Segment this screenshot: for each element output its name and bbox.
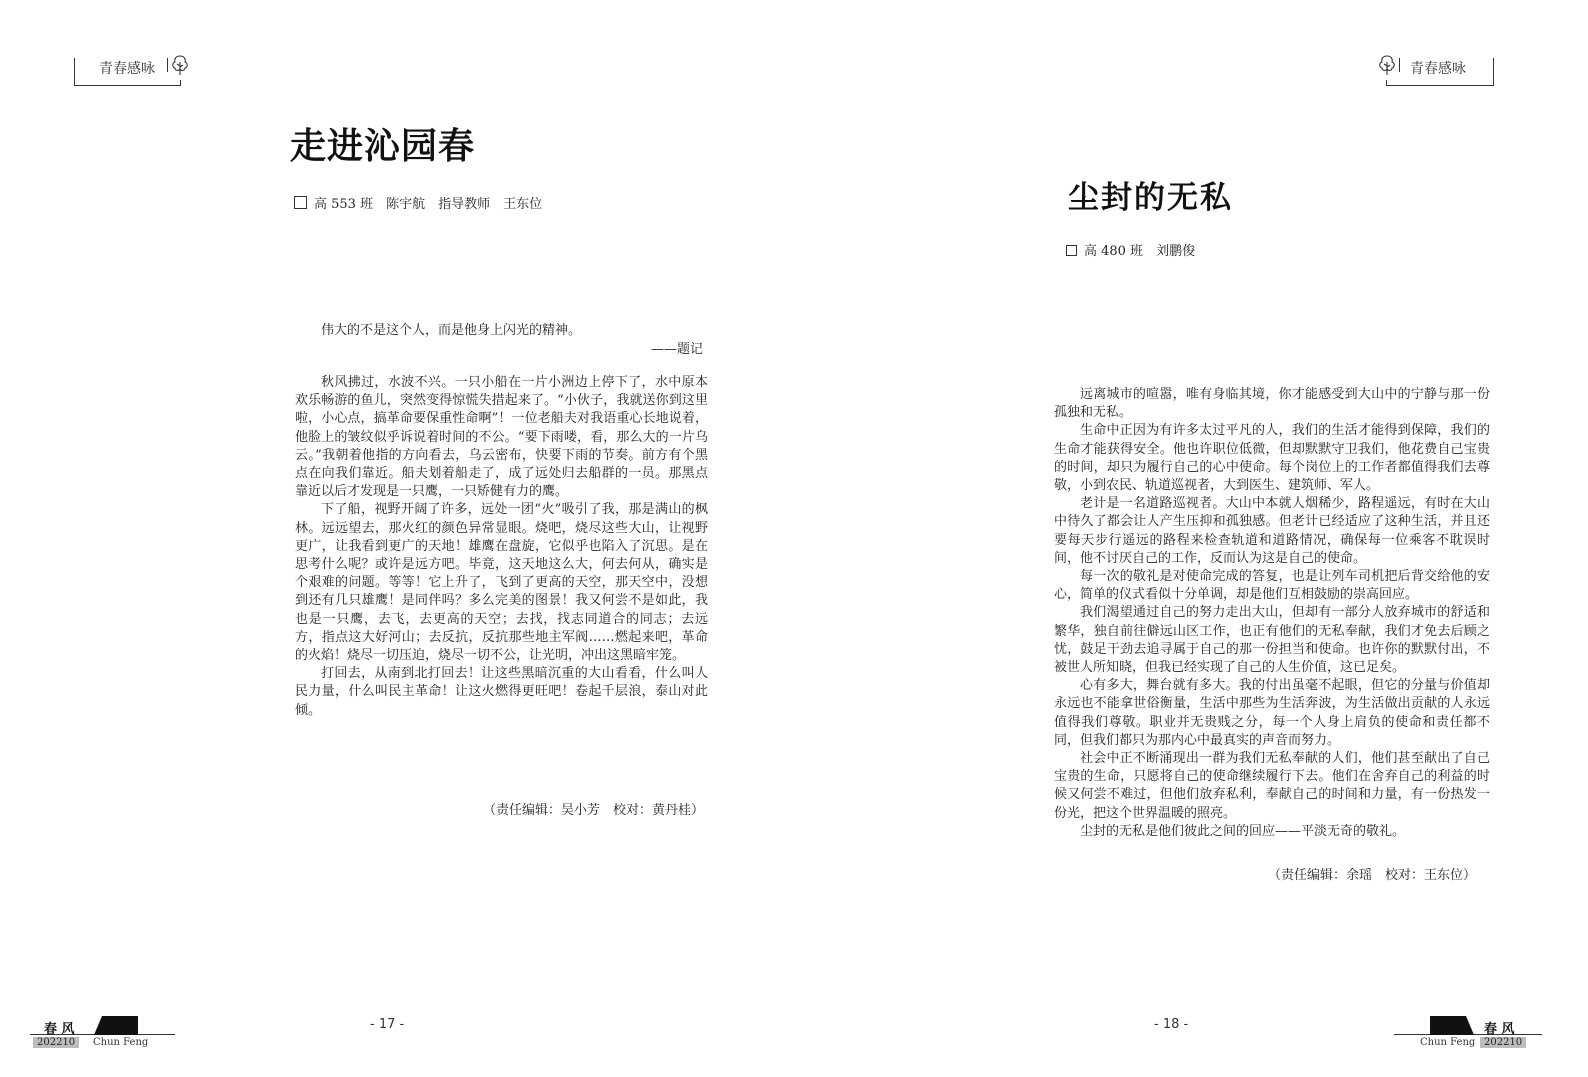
page-number: - 18 -: [1154, 1017, 1189, 1032]
editor-credit: （责任编辑：余瑶 校对：王东位）: [1268, 868, 1477, 883]
paragraph: 秋风拂过，水波不兴。一只小船在一片小洲边上停下了，水中原本欢乐畅游的鱼儿，突然变得惊慌失措起来了。“小伙子，我就送你到这里啦，小心点，搞革命要保重性命啊”！一位老船夫对我语重心长地说着，他脸上的皱纹似乎诉说着时间的不公。“要下雨喽，看，那么大的一片乌云。”我朝着他指的方向看去，乌云密布，快要下雨的节奏。前方有个黑点在向我们靠近。船夫划着船走了，成了远处归去船群的一员。那黑点靠近以后才发现是一只鹰，一只矫健有力的鹰。: [295, 375, 708, 500]
motto-signature: ——题记: [651, 342, 704, 357]
paragraph: 下了船，视野开阔了许多，远处一团“火”吸引了我，那是满山的枫林。远远望去，那火红的颜色异常显眼。烧吧，烧尽这些大山，让视野更广，让我看到更广的天地！雄鹰在盘旋，它似乎也陷入了沉思。是在思考什么呢？或许是远方吧。毕竟，这天地这么大，何去何从，确实是个艰难的问题。等等！它上升了，飞到了更高的天空，那天空中，没想到还有几只雄鹰！是同伴吗？多么完美的图景！我又何尝不是如此，我也是一只鹰，去飞，去更高的天空；去找，找志同道合的同志；去远方，指点这大好河山；去反抗，反抗那些地主军阀……燃起来吧，革命的火焰！烧尽一切压迫，烧尽一切不公，让光明，冲出这黑暗牢笼。: [295, 502, 708, 664]
paragraph: 我们渴望通过自己的努力走出大山，但却有一部分人放弃城市的舒适和繁华，独自前往僻远山区工作，也正有他们的无私奉献，我们才免去后顾之忧，鼓足干劲去追寻属于自己的那一份担当和使命。也许你的默默付出，不被世人所知晓，但我已经实现了自己的人生价值，这已足矣。: [1054, 605, 1490, 676]
byline-box-icon: [294, 196, 307, 209]
header-bracket-vertical: [1493, 58, 1494, 86]
article-title: 走进沁园春: [290, 126, 476, 167]
header-bracket-bottom: [1386, 85, 1494, 86]
header-bracket-bottom: [74, 85, 181, 86]
tree-icon: [1378, 54, 1396, 80]
paragraph: 社会中正不断涌现出一群为我们无私奉献的人们，他们甚至献出了自己宝贵的生命，只愿将自己的使命继续履行下去。他们在舍弃自己的利益的时候又何尝不难过，但他们放弃私利，奉献自己的时间和力量，有一份热发一份光，把这个世界温暖的照亮。: [1054, 751, 1490, 821]
page-number: - 17 -: [370, 1017, 405, 1032]
footer-magazine-en: Chun Feng: [93, 1037, 149, 1048]
footer-issue: 202210: [1480, 1037, 1526, 1048]
header-bracket-vertical: [74, 58, 75, 86]
paragraph: 每一次的敬礼是对使命完成的答复，也是让列车司机把后背交给他的安心，简单的仪式看似十分单调，却是他们互相鼓励的崇高回应。: [1054, 569, 1490, 603]
byline-text: 高 553 班 陈宇航 指导教师 王东位: [314, 197, 543, 212]
editor-credit: （责任编辑：吴小芳 校对：黄丹桂）: [483, 803, 705, 818]
header-bracket-tick: [180, 80, 181, 86]
paragraph: 远离城市的喧嚣，唯有身临其境，你才能感受到大山中的宁静与那一份孤独和无私。: [1054, 387, 1490, 421]
article-body: [295, 374, 708, 720]
paragraph: 心有多大，舞台就有多大。我的付出虽毫不起眼，但它的分量与价值却永远也不能拿世俗衡量，生活中那些为生活奔波，为生活做出贡献的人永远值得我们尊敬。职业并无贵贱之分，每一个人身上肩负的使命和责任都不同，但我们都只为那内心中最真实的声音而努力。: [1054, 678, 1490, 748]
byline: [294, 193, 542, 212]
section-header-right: [1378, 54, 1498, 84]
tree-icon: [171, 54, 189, 80]
footer-block: [1430, 1016, 1474, 1035]
paragraph: 尘封的无私是他们彼此之间的回应——平淡无奇的敬礼。: [1080, 823, 1406, 839]
header-label: 青春感咏: [1410, 61, 1466, 77]
paragraph: 老计是一名道路巡视者。大山中本就人烟稀少，路程遥远，有时在大山中待久了都会让人产生压抑和孤独感。但老计已经适应了这种生活，并且还要每天步行遥远的路程来检查轨道和道路情况，确保每一位乘客不耽误时间，他不讨厌自己的工作，反而认为这是自己的使命。: [1054, 496, 1490, 566]
byline: [1066, 240, 1195, 259]
footer-issue: 202210: [33, 1037, 79, 1048]
header-bracket-tick: [1386, 80, 1387, 86]
footer-magazine-name: 春 风: [1484, 1022, 1515, 1037]
byline-text: 高 480 班 刘鹏俊: [1084, 244, 1196, 259]
footer-magazine-name: 春 风: [44, 1022, 75, 1037]
paragraph: 打回去，从南到北打回去！让这些黑暗沉重的大山看看，什么叫人民力量，什么叫民主革命！让这火燃得更旺吧！卷起千层浪，泰山对此倾。: [295, 666, 708, 718]
header-divider: [167, 58, 168, 72]
section-header-left: [74, 54, 194, 84]
article-body: [1054, 386, 1490, 841]
footer-block: [94, 1016, 138, 1035]
footer-magazine-en: Chun Feng: [1420, 1037, 1476, 1048]
article-title: 尘封的无私: [1068, 180, 1233, 216]
header-divider: [1399, 58, 1400, 72]
header-label: 青春感咏: [99, 61, 155, 77]
byline-box-icon: [1066, 245, 1077, 256]
paragraph: 生命中正因为有许多太过平凡的人，我们的生活才能得到保障，我们的生命才能获得安全。他也许职位低微，但却默默守卫我们，他花费自己宝贵的时间，却只为履行自己的心中使命。每个岗位上的工作者都值得我们去尊敬，小到农民、轨道巡视者，大到医生、建筑师、军人。: [1054, 423, 1490, 494]
page-right: [794, 0, 1588, 1077]
motto: 伟大的不是这个人，而是他身上闪光的精神。: [321, 323, 582, 338]
